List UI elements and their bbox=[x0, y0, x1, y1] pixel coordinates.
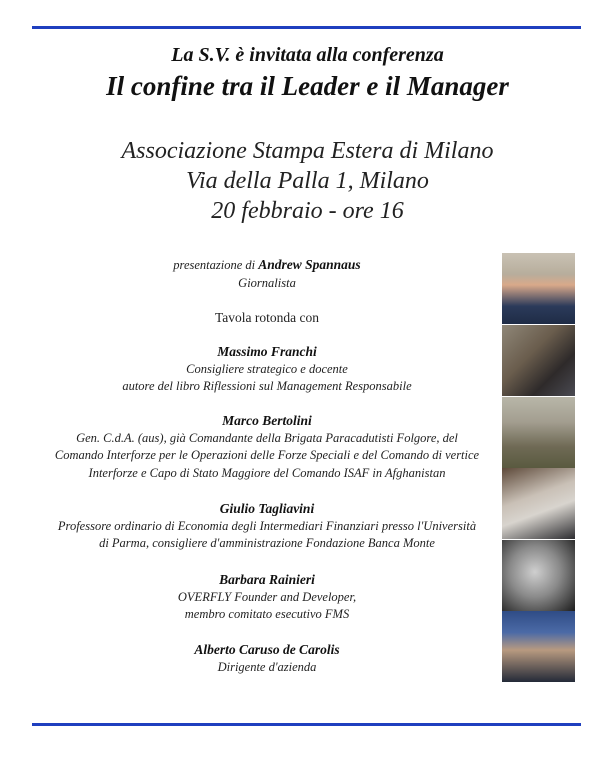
address: Via della Palla 1, Milano bbox=[186, 168, 429, 194]
speaker-desc: OVERFLY Founder and Developer, bbox=[177, 589, 357, 604]
presenter-block bbox=[20, 256, 514, 292]
photo-massimo-franchi bbox=[502, 325, 575, 396]
bottom-rule bbox=[32, 723, 581, 726]
roundtable-wrap bbox=[20, 309, 514, 327]
speaker-block bbox=[20, 500, 514, 553]
speaker-desc: Consigliere strategico e docente bbox=[186, 361, 348, 376]
invite-line: La S.V. è invitata alla conferenza bbox=[171, 44, 444, 66]
speaker-desc: Dirigente d'azienda bbox=[217, 659, 317, 674]
speaker-desc: Comando Interforze per le Operazioni delle Forze Speciali e del Comando di vertice bbox=[54, 448, 480, 462]
presenter-prefix: presentazione di bbox=[173, 258, 256, 272]
speaker-desc: Gen. C.d.A. (aus), già Comandante della Brigata Paracadutisti Folgore, del bbox=[76, 430, 458, 445]
presenter-role: Giornalista bbox=[238, 275, 296, 290]
photo-giulio-tagliavini bbox=[502, 468, 575, 539]
speaker-name: Massimo Franchi bbox=[217, 344, 317, 359]
conference-title: Il confine tra il Leader e il Manager bbox=[106, 71, 509, 101]
top-rule bbox=[32, 26, 581, 29]
speaker-block bbox=[20, 641, 514, 676]
speaker-name: Giulio Tagliavini bbox=[219, 501, 315, 516]
speaker-block bbox=[20, 412, 514, 482]
speaker-name: Alberto Caruso de Carolis bbox=[194, 642, 340, 657]
photo-marco-bertolini bbox=[502, 397, 575, 468]
venue: Associazione Stampa Estera di Milano bbox=[121, 138, 494, 164]
date-time: 20 febbraio - ore 16 bbox=[211, 198, 404, 224]
speaker-desc: di Parma, consigliere d'amministrazione Fondazione Banca Monte bbox=[99, 536, 435, 550]
photo-andrew-spannaus bbox=[502, 253, 575, 324]
speaker-block bbox=[20, 571, 514, 624]
photo-alberto-caruso-de-carolis bbox=[502, 611, 575, 682]
presenter-name: Andrew Spannaus bbox=[258, 257, 361, 272]
speaker-name: Barbara Rainieri bbox=[219, 572, 315, 587]
speaker-block bbox=[20, 343, 514, 396]
speaker-desc: Professore ordinario di Economia degli Intermediari Finanziari presso l'Università bbox=[57, 518, 477, 533]
speaker-desc: Interforze e Capo di Stato Maggiore del Comando ISAF in Afghanistan bbox=[88, 465, 446, 480]
speaker-name: Marco Bertolini bbox=[222, 413, 312, 428]
photo-barbara-rainieri bbox=[502, 540, 575, 611]
speaker-desc: membro comitato esecutivo FMS bbox=[184, 607, 350, 621]
speaker-desc: autore del libro Riflessioni sul Management Responsabile bbox=[122, 379, 412, 393]
roundtable-label: Tavola rotonda con bbox=[214, 310, 320, 325]
